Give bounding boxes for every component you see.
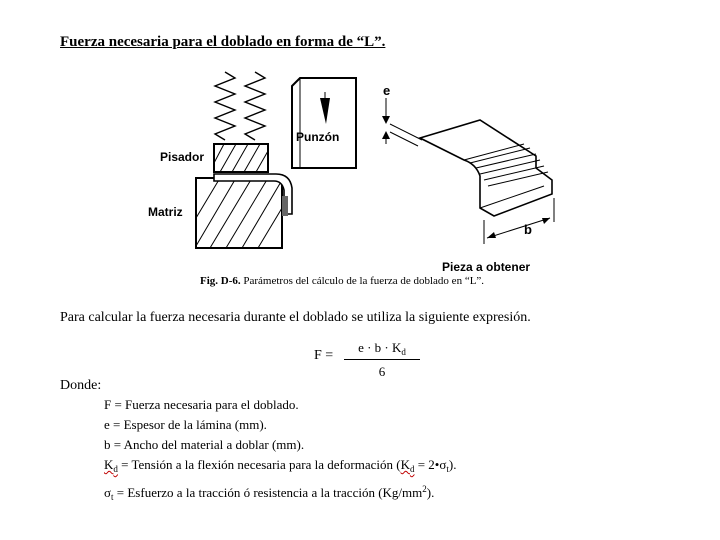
definition-f: F = Fuerza necesaria para el doblado. — [104, 397, 299, 412]
figure-ref: Fig. D-6. — [200, 275, 241, 287]
donde-label: Donde: — [60, 378, 102, 393]
label-pieza: Pieza a obtener — [442, 260, 531, 274]
page-title: Fuerza necesaria para el doblado en forma de “L”. — [60, 34, 386, 50]
label-punzon: Punzón — [296, 130, 340, 144]
formula-denominator: 6 — [378, 364, 386, 379]
formula-fraction — [344, 340, 420, 380]
piece-3d — [420, 120, 552, 216]
definition-kd: $K_d$ = Tensión a la flexión necesaria para la deformación ($K_d$ = $2•\sigma_t$). — [104, 457, 457, 474]
figure-caption — [200, 275, 484, 287]
punzon-block — [292, 78, 356, 168]
spring-right — [245, 72, 265, 140]
label-matriz: Matriz — [148, 205, 183, 219]
definition-e: e = Espesor de la lámina (mm). — [104, 417, 267, 432]
matriz-block — [196, 178, 282, 248]
bending-diagram — [140, 68, 570, 276]
figure-caption-text: Parámetros del cálculo de la fuerza de doblado en “L”. — [240, 275, 485, 287]
spring-left — [215, 72, 235, 140]
definitions-list — [104, 395, 456, 507]
label-b: b — [524, 222, 532, 237]
definition-sigma: $\sigma_t$ = Esfuerzo a la tracción ó resistencia a la tracción $(Kg/mm^2)$. — [104, 484, 435, 502]
label-pisador: Pisador — [160, 150, 205, 164]
formula-numerator: $e \cdot b \cdot K_d$ — [358, 340, 406, 357]
intro-paragraph: Para calcular la fuerza necesaria durante el doblado se utiliza la siguiente expresión. — [60, 310, 531, 325]
definition-b: b = Ancho del material a doblar (mm). — [104, 437, 305, 452]
formula-lhs: F = — [314, 348, 334, 363]
label-e: e — [383, 83, 391, 98]
